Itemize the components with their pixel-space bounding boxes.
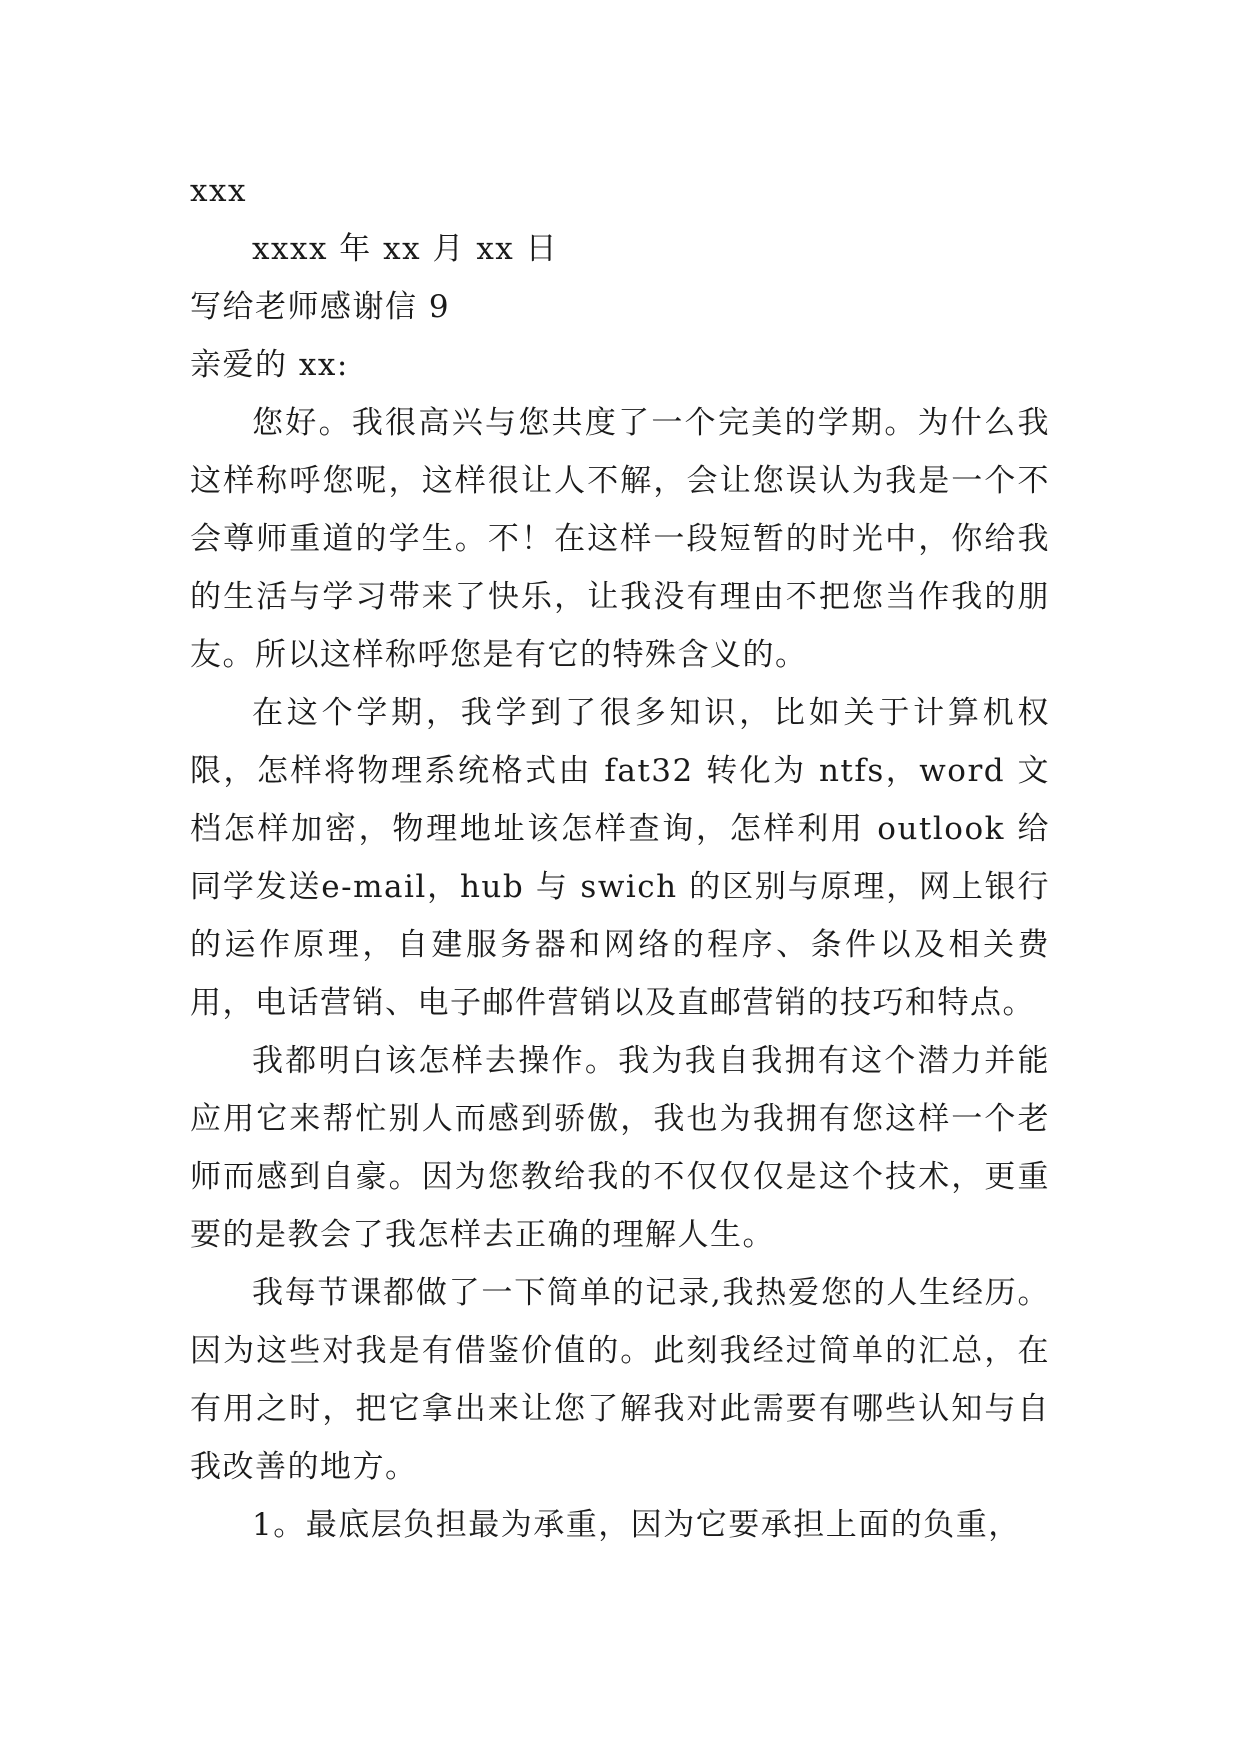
signature: xxx: [190, 173, 247, 209]
salutation: 亲爱的 xx:: [190, 347, 349, 383]
letter-body: [190, 162, 1050, 1554]
paragraph-greeting: 您好。我很高兴与您共度了一个完美的学期。为什么我这样称呼您呢，这样很让人不解，会让您误认为我是一个不会尊师重道的学生。不！在这样一段短暂的时光中，你给我的生活与学习带来了快乐，让我没有理由不把您当作我的朋友。所以这样称呼您是有它的特殊含义的。: [190, 405, 1050, 673]
paragraph-knowledge: 在这个学期，我学到了很多知识，比如关于计算机权限，怎样将物理系统格式由 fat32 转化为 ntfs，word 文档怎样加密，物理地址该怎样查询，怎样利用 outlook 给同学发送e-mail，hub 与 swich 的区别与原理，网上银行的运作原理，自建服务器和网络的程序、条件以及相关费用，电话营销、电子邮件营销以及直邮营销的技巧和特点。: [190, 695, 1050, 1021]
paragraph-list-item-1: 1。最底层负担最为承重，因为它要承担上面的负重，: [252, 1507, 1021, 1543]
paragraph-notes: 我每节课都做了一下简单的记录,我热爱您的人生经历。因为这些对我是有借鉴价值的。此刻我经过简单的汇总，在有用之时，把它拿出来让您了解我对此需要有哪些认知与自我改善的地方。: [190, 1275, 1050, 1485]
letter-title: 写给老师感谢信 9: [190, 289, 451, 325]
date-line: xxxx 年 xx 月 xx 日: [252, 231, 559, 267]
paragraph-pride: 我都明白该怎样去操作。我为我自我拥有这个潜力并能应用它来帮忙别人而感到骄傲，我也为我拥有您这样一个老师而感到自豪。因为您教给我的不仅仅仅是这个技术，更重要的是教会了我怎样去正确的理解人生。: [190, 1043, 1050, 1253]
